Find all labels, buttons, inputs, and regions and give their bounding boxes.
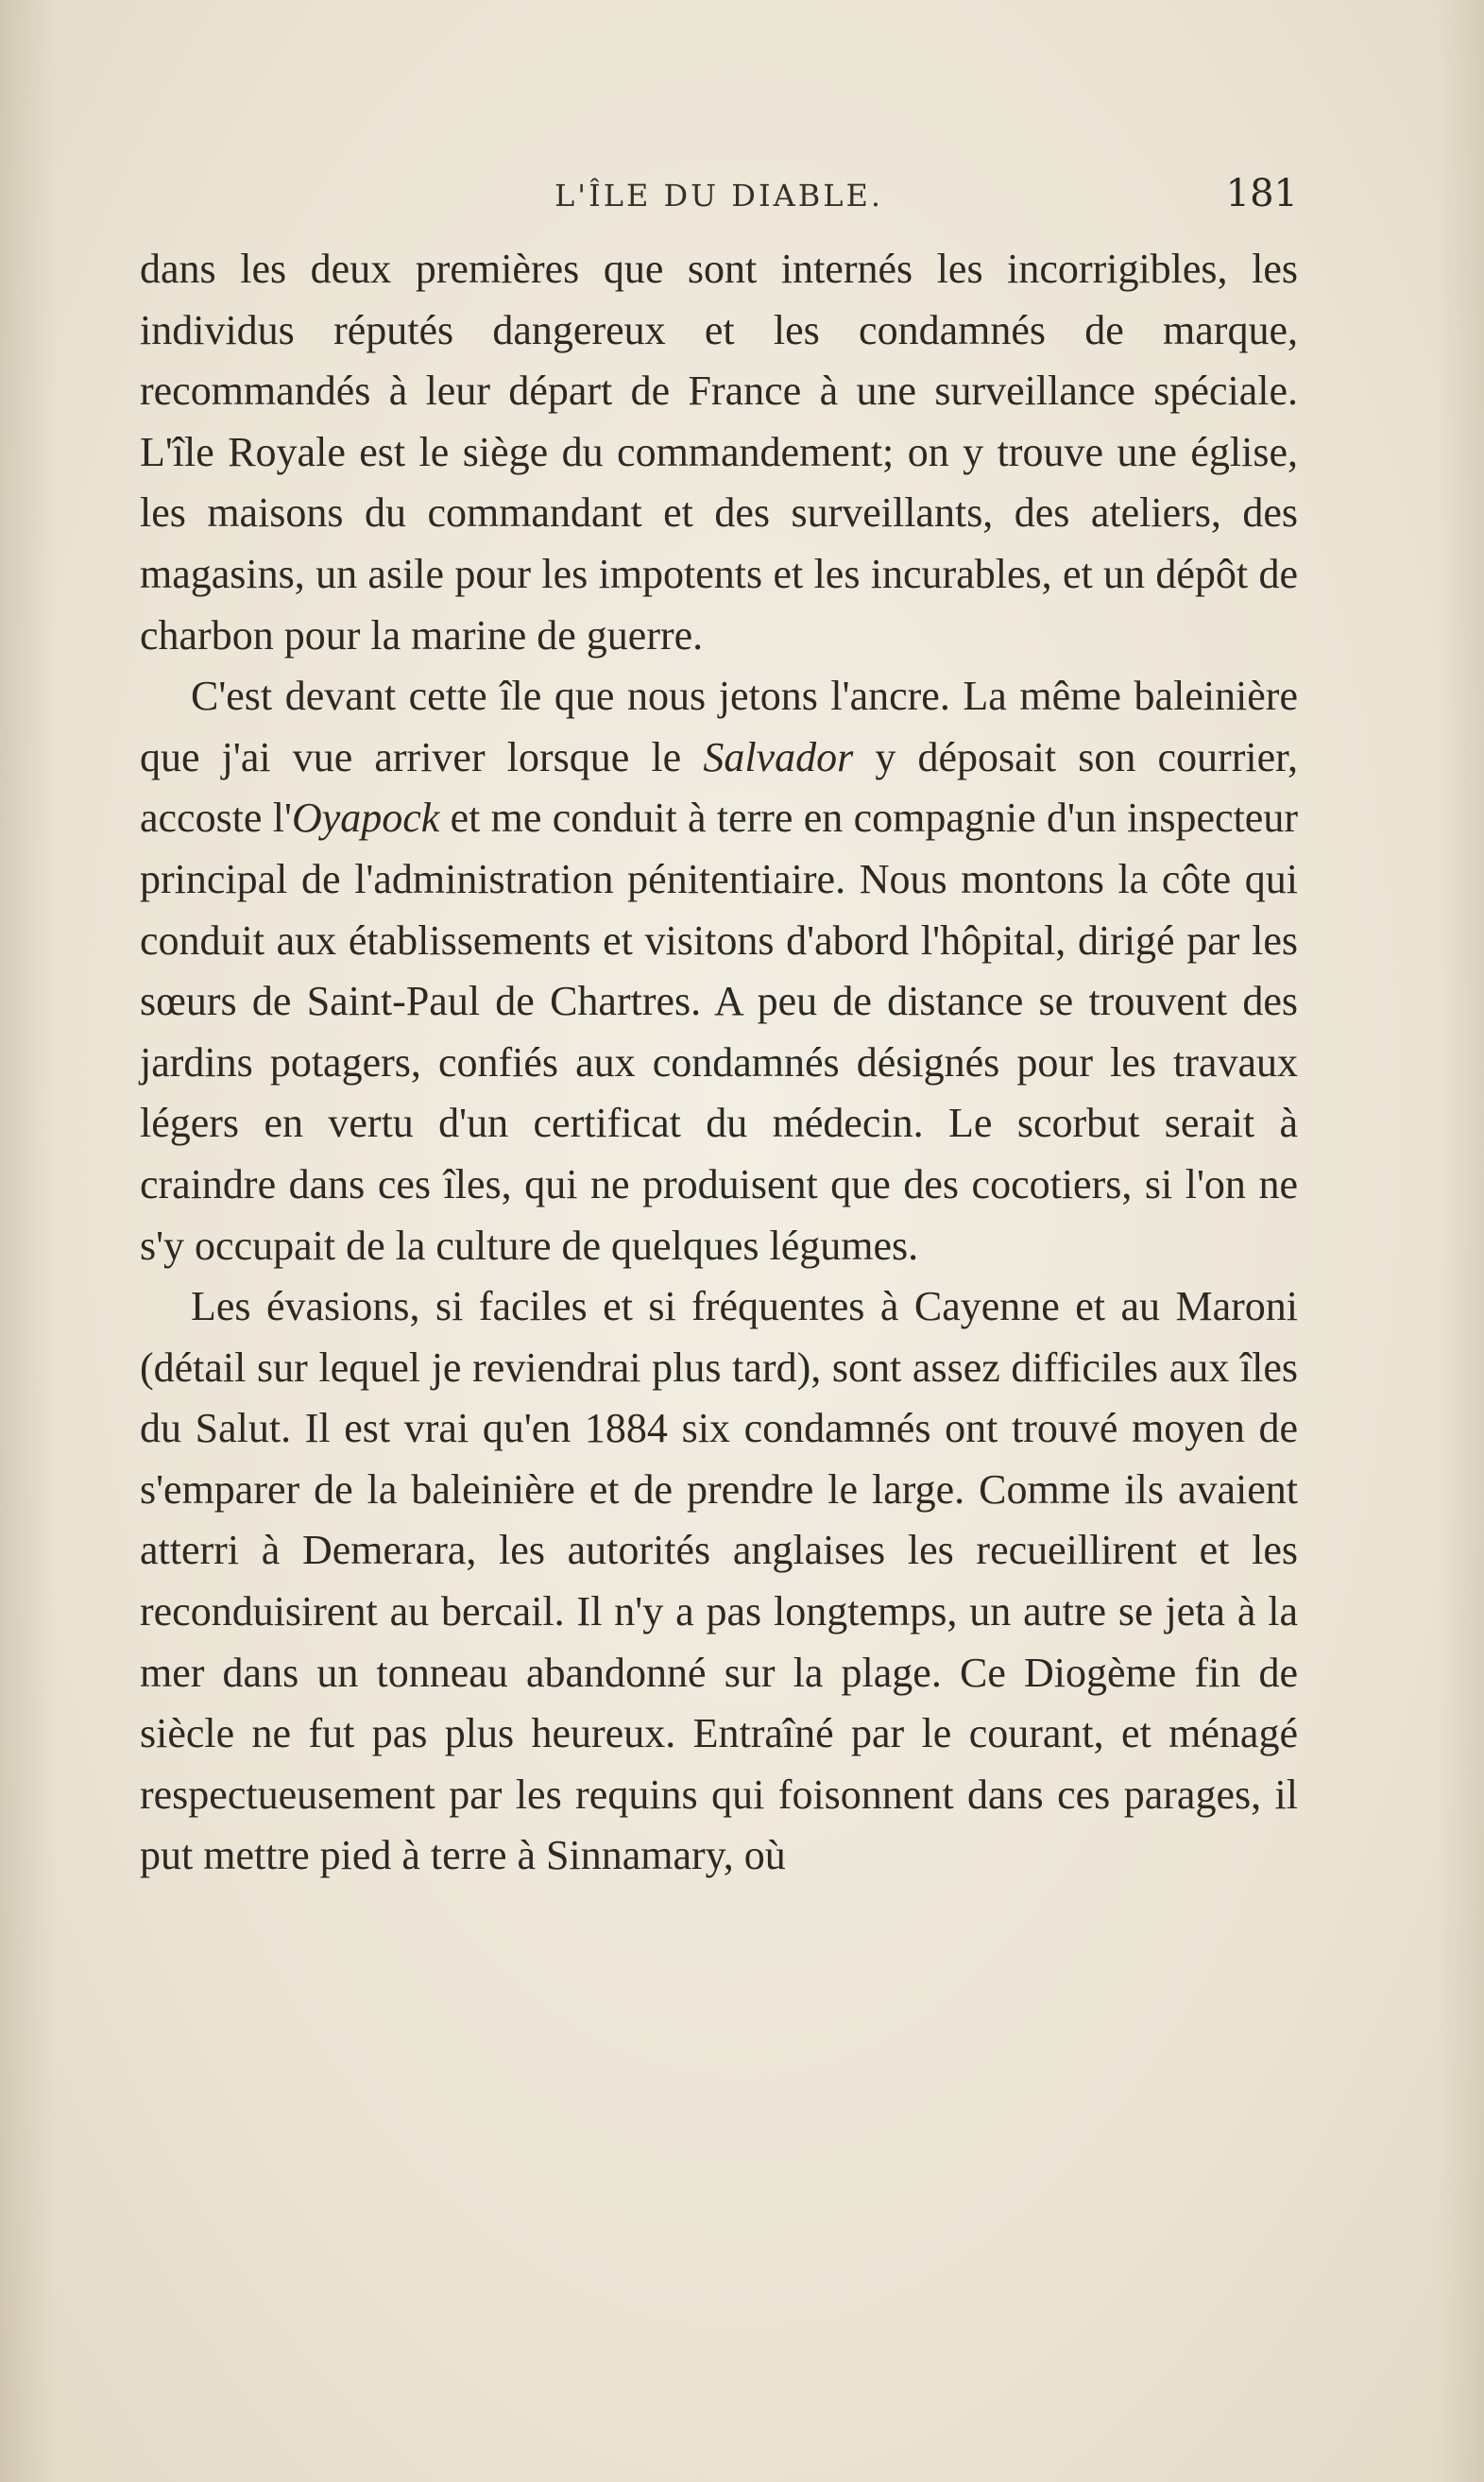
paragraph: Les évasions, si faciles et si fréquentes à Cayenne et au Maroni (détail sur lequel je reviendrai plus tard), sont assez difficiles aux îles du Salut. Il est vrai qu'en 1884 six condamnés ont trouvé moyen de s'emparer de la baleinière et de prendre le large. Comme ils avaient atterri à Demerara, les autorités anglaises les recueillirent et les reconduisirent au bercail. Il n'y a pas longtemps, un autre se jeta à la mer dans un tonneau abandonné sur la plage. Ce Diogème fin de siècle ne fut pas plus heureux. Entraîné par le courant, et ménagé respectueusement par les requins qui foisonnent dans ces parages, il put mettre pied à terre à Sinnamary, où	[140, 1283, 1298, 1879]
body-text	[140, 239, 1298, 1887]
paragraph: dans les deux premières que sont internés les incorrigibles, les individus réputés dangereux et les condamnés de marque, recommandés à leur départ de France à une surveillance spéciale. L'île Royale est le siège du commandement; on y trouve une église, les maisons du commandant et des surveillants, des ateliers, des magasins, un asile pour les impotents et les incurables, et un dépôt de charbon pour la marine de guerre.	[140, 246, 1298, 659]
page-number: 181	[1225, 172, 1298, 215]
text-run: C'est devant cette île que nous jetons l'ancre. La même baleinière que j'ai vue arriver lorsque le	[140, 673, 1298, 780]
ship-name: Salvador	[703, 733, 854, 780]
page-header	[140, 172, 1298, 219]
running-title: L'ÎLE DU DIABLE.	[554, 178, 883, 214]
text-run: y déposait son courrier, accoste l'	[140, 733, 1299, 842]
ship-name: Oyapock	[291, 795, 440, 842]
text-run: et me conduit à terre en compagnie d'un inspecteur principal de l'administration pénitentiaire. Nous montons la côte qui conduit aux établissements et visitons d'abord l'hôpital, dirigé par les sœurs de Saint-Paul de Chartres. A peu de distance se trouvent des jardins potagers, confiés aux condamnés désignés pour les travaux légers en vertu d'un certificat du médecin. Le scorbut serait à craindre dans ces îles, qui ne produisent que des cocotiers, si l'on ne s'y occupait de la culture de quelques légumes.	[140, 795, 1298, 1269]
paragraph	[140, 666, 1298, 1276]
